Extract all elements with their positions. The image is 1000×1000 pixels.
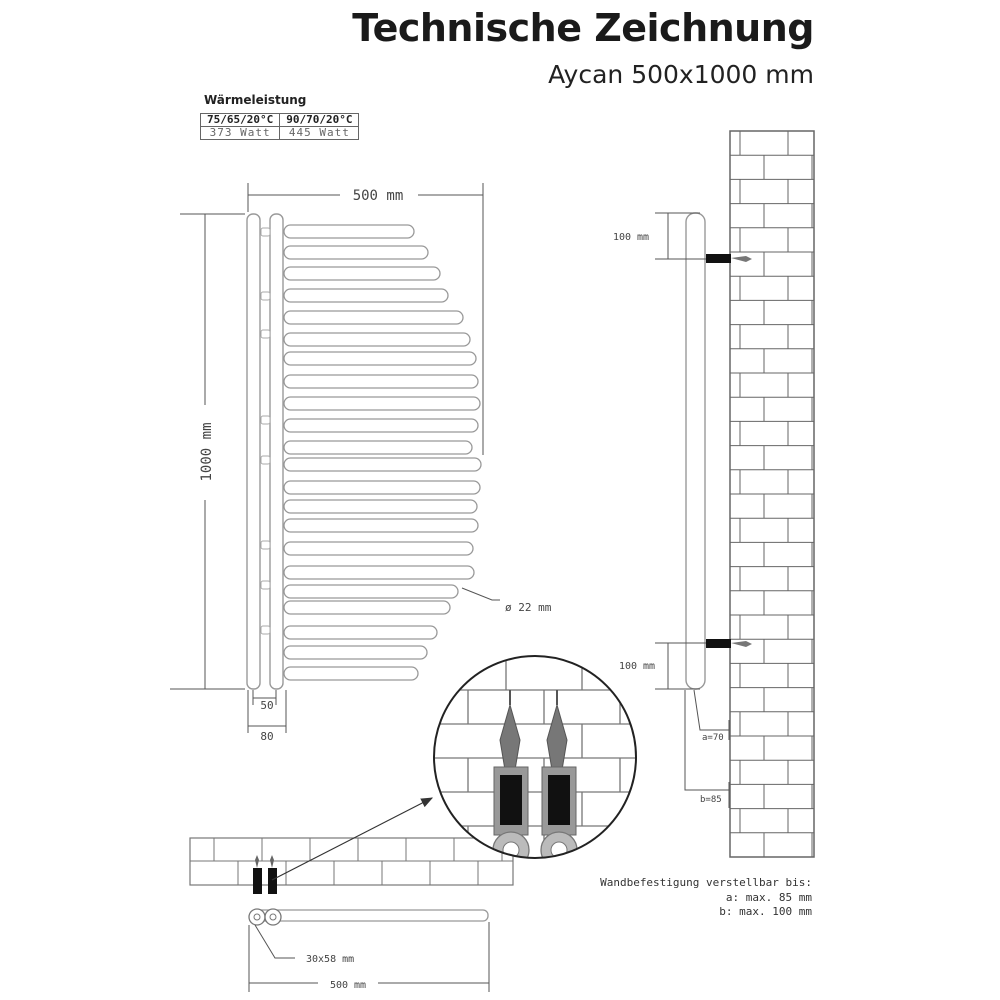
radiator-bar	[284, 646, 427, 659]
heat-col-2: 90/70/20°C	[280, 114, 359, 127]
bottom-offset-label: 100 mm	[618, 661, 656, 672]
side-radiator-profile	[686, 213, 705, 689]
radiator-bar	[284, 333, 470, 346]
mounting-note-line2: a: max. 85 mm	[725, 891, 812, 904]
tube-diameter-label: ø 22 mm	[505, 601, 552, 614]
collector-knob	[261, 456, 270, 464]
radiator-bar	[284, 566, 474, 579]
wall-bracket-top	[706, 254, 731, 263]
collector-knob	[261, 581, 270, 589]
front-view	[170, 183, 552, 743]
collector-knob	[261, 416, 270, 424]
horizontal-bars	[284, 225, 481, 680]
collector-knob	[261, 330, 270, 338]
side-view	[613, 131, 814, 857]
radiator-bar	[284, 542, 473, 555]
collector-knob	[261, 626, 270, 634]
width-dimension-label: 500 mm	[352, 188, 404, 204]
mounting-note-line3: b: max. 100 mm	[719, 905, 812, 918]
radiator-bar	[284, 352, 476, 365]
collector-knob	[261, 228, 270, 236]
radiator-bar	[284, 626, 437, 639]
detail-magnifier	[430, 656, 640, 868]
dim-a-label: a=70	[702, 733, 724, 743]
collector-tube-right	[270, 214, 283, 689]
collector-knobs	[261, 228, 270, 634]
radiator-bar	[284, 585, 458, 598]
top-width-label: 500 mm	[329, 980, 367, 991]
radiator-bar	[284, 311, 463, 324]
radiator-bar	[284, 246, 428, 259]
radiator-bar	[284, 481, 480, 494]
heat-val-2: 445 Watt	[280, 127, 359, 140]
heat-output-title: Wärmeleistung	[204, 93, 307, 107]
mounting-note-line1: Wandbefestigung verstellbar bis:	[600, 876, 812, 889]
heat-col-1: 75/65/20°C	[201, 114, 280, 127]
dim-50-label: 50	[260, 699, 274, 712]
radiator-bar	[284, 267, 440, 280]
radiator-bar	[284, 289, 448, 302]
collector-knob	[261, 292, 270, 300]
wall-bracket-bottom	[706, 639, 731, 648]
page-subtitle: Aycan 500x1000 mm	[548, 60, 814, 89]
radiator-bar	[284, 441, 472, 454]
top-radiator-bar	[250, 910, 488, 921]
connection-label: 30x58 mm	[306, 954, 355, 965]
radiator-bar	[284, 458, 481, 471]
radiator-bar	[284, 397, 480, 410]
dim-80-label: 80	[260, 730, 274, 743]
page-title: Technische Zeichnung	[352, 6, 814, 50]
collector-tube-left	[247, 214, 260, 689]
heat-val-1: 373 Watt	[201, 127, 280, 140]
radiator-bar	[284, 519, 478, 532]
mounting-note	[600, 876, 812, 918]
radiator-bar	[284, 375, 478, 388]
radiator-bar	[284, 601, 450, 614]
top-offset-label: 100 mm	[612, 232, 650, 243]
collector-knob	[261, 541, 270, 549]
radiator-bar	[284, 225, 414, 238]
height-dimension-label: 1000 mm	[199, 422, 215, 482]
radiator-bar	[284, 419, 478, 432]
dim-b-label: b=85	[700, 795, 722, 805]
radiator-bar	[284, 500, 477, 513]
radiator-bar	[284, 667, 418, 680]
